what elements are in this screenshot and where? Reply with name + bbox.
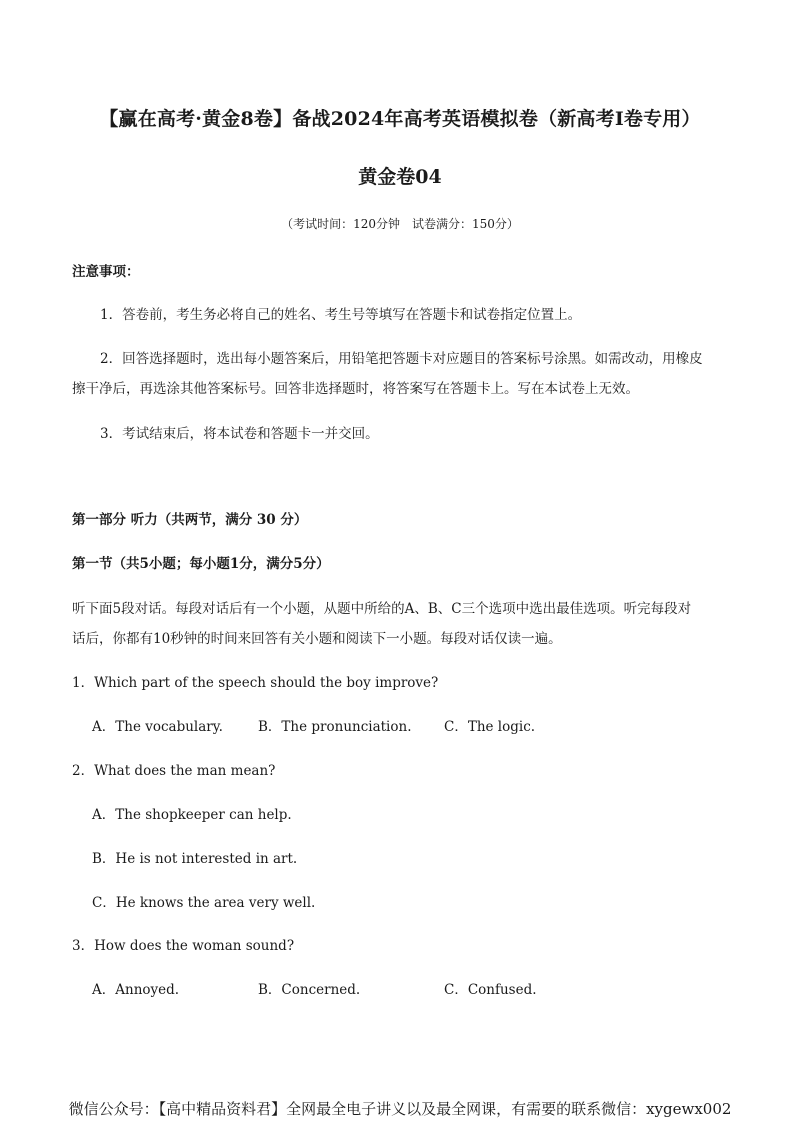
part1-heading: 第一部分 听力（共两节，满分 30 分） — [72, 512, 308, 528]
question-1-option-c: C．The logic. — [444, 719, 536, 735]
notice-heading: 注意事项： — [72, 264, 140, 280]
notice-item-1: 1．答卷前，考生务必将自己的姓名、考生号等填写在答题卡和试卷指定位置上。 — [100, 307, 582, 323]
exam-info: （考试时间：120分钟 试卷满分：150分） — [281, 217, 519, 231]
question-2-option-c: C．He knows the area very well. — [92, 895, 316, 911]
question-3-option-c: C．Confused. — [444, 982, 537, 998]
question-2-stem: 2．What does the man mean? — [72, 763, 276, 779]
instructions-line-2: 话后，你都有10秒钟的时间来回答有关小题和阅读下一小题。每段对话仅读一遍。 — [72, 631, 562, 647]
section1-heading: 第一节（共5小题；每小题1分，满分5分） — [72, 556, 330, 572]
footer-watermark-text: 微信公众号：【高中精品资料君】全网最全电子讲义以及最全网课，有需要的联系微信：xygewx002 — [68, 1100, 732, 1118]
question-2-option-a: A．The shopkeeper can help. — [92, 807, 292, 823]
document-title: 【赢在高考·黄金8卷】备战2024年高考英语模拟卷（新高考I卷专用） — [99, 108, 701, 130]
question-3-option-b: B．Concerned. — [258, 982, 361, 998]
instructions-line-1: 听下面5段对话。每段对话后有一个小题，从题中所给的A、B、C三个选项中选出最佳选项。听完每段对 — [72, 601, 692, 617]
question-3-option-a: A．Annoyed. — [92, 982, 180, 998]
notice-item-2-line-2: 擦干净后，再选涂其他答案标号。回答非选择题时，将答案写在答题卡上。写在本试卷上无效。 — [72, 381, 639, 397]
question-2-option-b: B．He is not interested in art. — [92, 851, 298, 867]
question-1-option-b: B．The pronunciation. — [258, 719, 412, 735]
notice-item-3: 3．考试结束后，将本试卷和答题卡一并交回。 — [100, 426, 379, 442]
question-1-option-a: A．The vocabulary. — [92, 719, 223, 735]
question-1-stem: 1．Which part of the speech should the boy improve? — [72, 675, 439, 691]
question-3-stem: 3．How does the woman sound? — [72, 938, 295, 954]
document-subtitle: 黄金卷04 — [358, 166, 442, 188]
notice-item-2-line-1: 2．回答选择题时，选出每小题答案后，用铅笔把答题卡对应题目的答案标号涂黑。如需改动，用橡皮 — [100, 351, 703, 367]
